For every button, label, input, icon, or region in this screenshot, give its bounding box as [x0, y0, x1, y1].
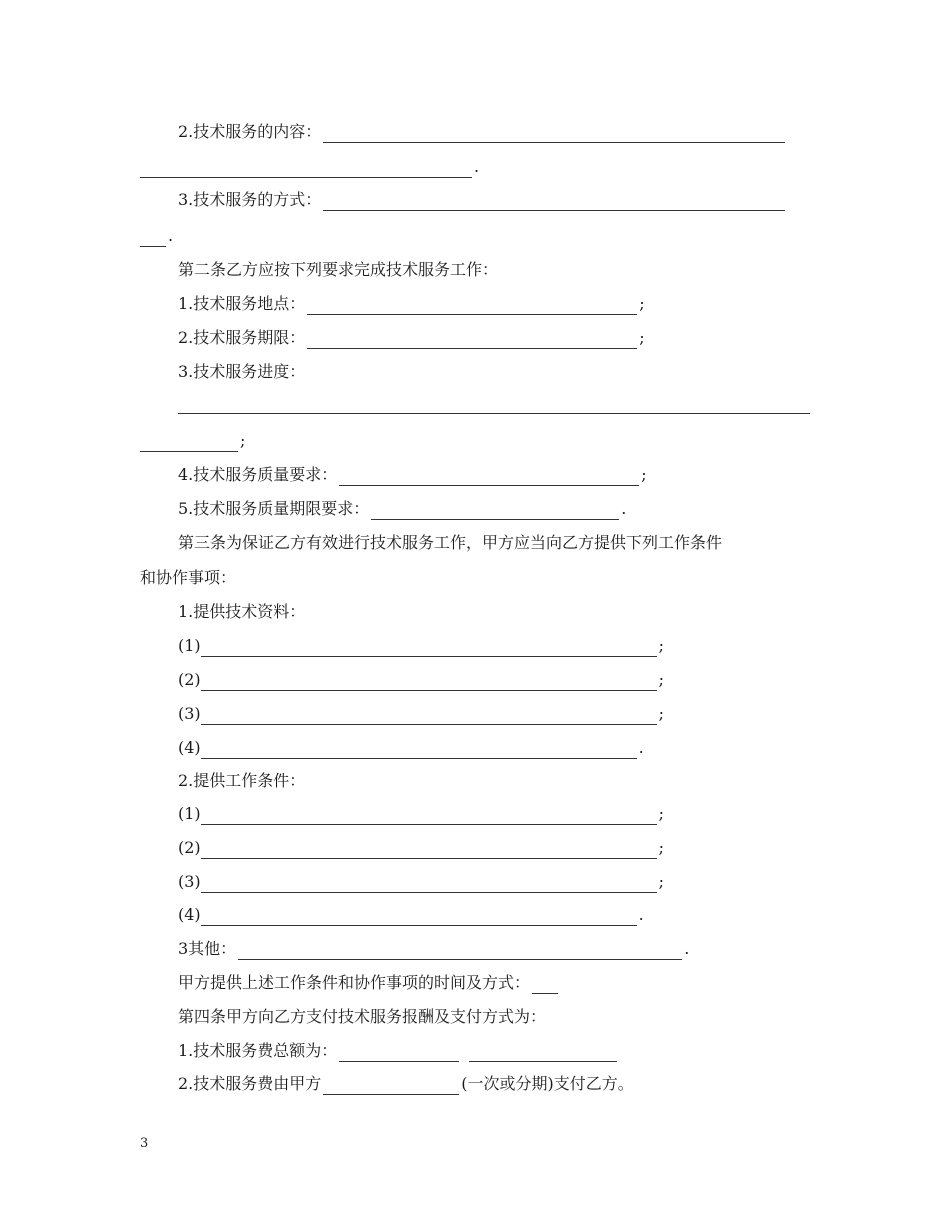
materials-blank-2[interactable]	[201, 668, 657, 691]
fee-payment-blank[interactable]	[323, 1072, 459, 1095]
materials-row-2	[178, 663, 664, 697]
service-progress-line	[178, 355, 305, 389]
materials-blank-4[interactable]	[201, 736, 637, 759]
service-location-blank[interactable]	[307, 292, 637, 315]
list-marker: (1)	[178, 636, 201, 655]
method-of-service-blank[interactable]	[323, 188, 785, 211]
service-progress-label: 3.技术服务进度：	[178, 362, 306, 381]
materials-row-1	[178, 629, 664, 663]
page-number: 3	[140, 1136, 149, 1151]
content-of-service-continuation	[140, 150, 479, 184]
quality-period-blank[interactable]	[371, 497, 619, 520]
service-period-label: 2.技术服务期限：	[178, 328, 306, 347]
list-marker: (3)	[178, 872, 201, 891]
period-mark: .	[684, 939, 690, 958]
semicolon-mark: ;	[658, 872, 665, 891]
period-mark: .	[474, 157, 480, 176]
period-mark: .	[638, 738, 644, 757]
quality-requirement-blank[interactable]	[339, 463, 639, 486]
conditions-row-1	[178, 797, 664, 831]
fee-total-blank-1[interactable]	[339, 1039, 459, 1062]
article-3-heading-cont: 和协作事项：	[140, 568, 237, 587]
method-of-service-blank-cont[interactable]	[140, 224, 166, 247]
tech-materials-heading: 1.提供技术资料：	[178, 602, 306, 621]
method-of-service-label: 3.技术服务的方式：	[178, 190, 322, 209]
quality-period-line	[178, 492, 626, 526]
content-of-service-label: 2.技术服务的内容：	[178, 122, 322, 141]
fee-total-blank-2[interactable]	[469, 1039, 617, 1062]
content-of-service-line	[178, 115, 787, 149]
work-conditions-heading: 2.提供工作条件：	[178, 771, 306, 790]
semicolon-mark: ;	[639, 294, 645, 313]
list-marker: (4)	[178, 905, 201, 924]
fee-payment-label: 2.技术服务费由甲方	[178, 1074, 322, 1093]
period-mark: .	[621, 499, 627, 518]
fee-total-line	[178, 1034, 619, 1068]
timing-blank[interactable]	[532, 971, 558, 994]
conditions-blank-2[interactable]	[201, 836, 657, 859]
semicolon-mark: ;	[639, 328, 645, 347]
timing-label: 甲方提供上述工作条件和协作事项的时间及方式：	[178, 973, 531, 992]
service-location-label: 1.技术服务地点：	[178, 294, 306, 313]
article-3-heading: 第三条为保证乙方有效进行技术服务工作，甲方应当向乙方提供下列工作条件	[178, 533, 723, 552]
method-of-service-line	[178, 183, 787, 217]
list-marker: (4)	[178, 738, 201, 757]
materials-row-3	[178, 697, 664, 731]
materials-blank-3[interactable]	[201, 702, 657, 725]
fee-payment-line	[178, 1067, 634, 1101]
service-period-blank[interactable]	[307, 326, 637, 349]
list-marker: (3)	[178, 704, 201, 723]
service-progress-continuation	[140, 424, 245, 458]
service-period-line	[178, 321, 645, 355]
method-of-service-continuation	[140, 219, 173, 253]
timing-line	[178, 966, 560, 1000]
materials-row-4	[178, 731, 644, 765]
semicolon-mark: ;	[658, 636, 665, 655]
article-2-heading: 第二条乙方应按下列要求完成技术服务工作：	[178, 260, 499, 279]
semicolon-mark: ;	[658, 670, 665, 689]
conditions-row-4	[178, 898, 644, 932]
semicolon-mark: ;	[641, 465, 647, 484]
materials-blank-1[interactable]	[201, 634, 657, 657]
service-progress-blank[interactable]	[178, 413, 810, 414]
semicolon-mark: ;	[658, 704, 665, 723]
conditions-blank-4[interactable]	[201, 903, 637, 926]
list-marker: (2)	[178, 838, 201, 857]
service-progress-blank-cont[interactable]	[140, 429, 238, 452]
content-of-service-blank-cont[interactable]	[140, 155, 472, 178]
service-location-line	[178, 287, 645, 321]
list-marker: (1)	[178, 804, 201, 823]
conditions-row-3	[178, 865, 664, 899]
content-of-service-blank[interactable]	[323, 120, 785, 143]
fee-total-label: 1.技术服务费总额为：	[178, 1041, 338, 1060]
other-line	[178, 932, 689, 966]
quality-requirement-label: 4.技术服务质量要求：	[178, 465, 338, 484]
list-marker: (2)	[178, 670, 201, 689]
other-label: 3其他：	[178, 939, 237, 958]
quality-requirement-line	[178, 458, 647, 492]
semicolon-mark: ;	[658, 804, 665, 823]
article-4-heading: 第四条甲方向乙方支付技术服务报酬及支付方式为：	[178, 1007, 547, 1026]
semicolon-mark: ;	[658, 838, 665, 857]
fee-payment-suffix: (一次或分期)支付乙方。	[461, 1074, 634, 1093]
conditions-row-2	[178, 831, 664, 865]
conditions-blank-3[interactable]	[201, 870, 657, 893]
quality-period-label: 5.技术服务质量期限要求：	[178, 499, 370, 518]
period-mark: .	[168, 226, 174, 245]
semicolon-mark: ;	[240, 431, 246, 450]
other-blank[interactable]	[238, 937, 682, 960]
period-mark: .	[638, 905, 644, 924]
conditions-blank-1[interactable]	[201, 802, 657, 825]
